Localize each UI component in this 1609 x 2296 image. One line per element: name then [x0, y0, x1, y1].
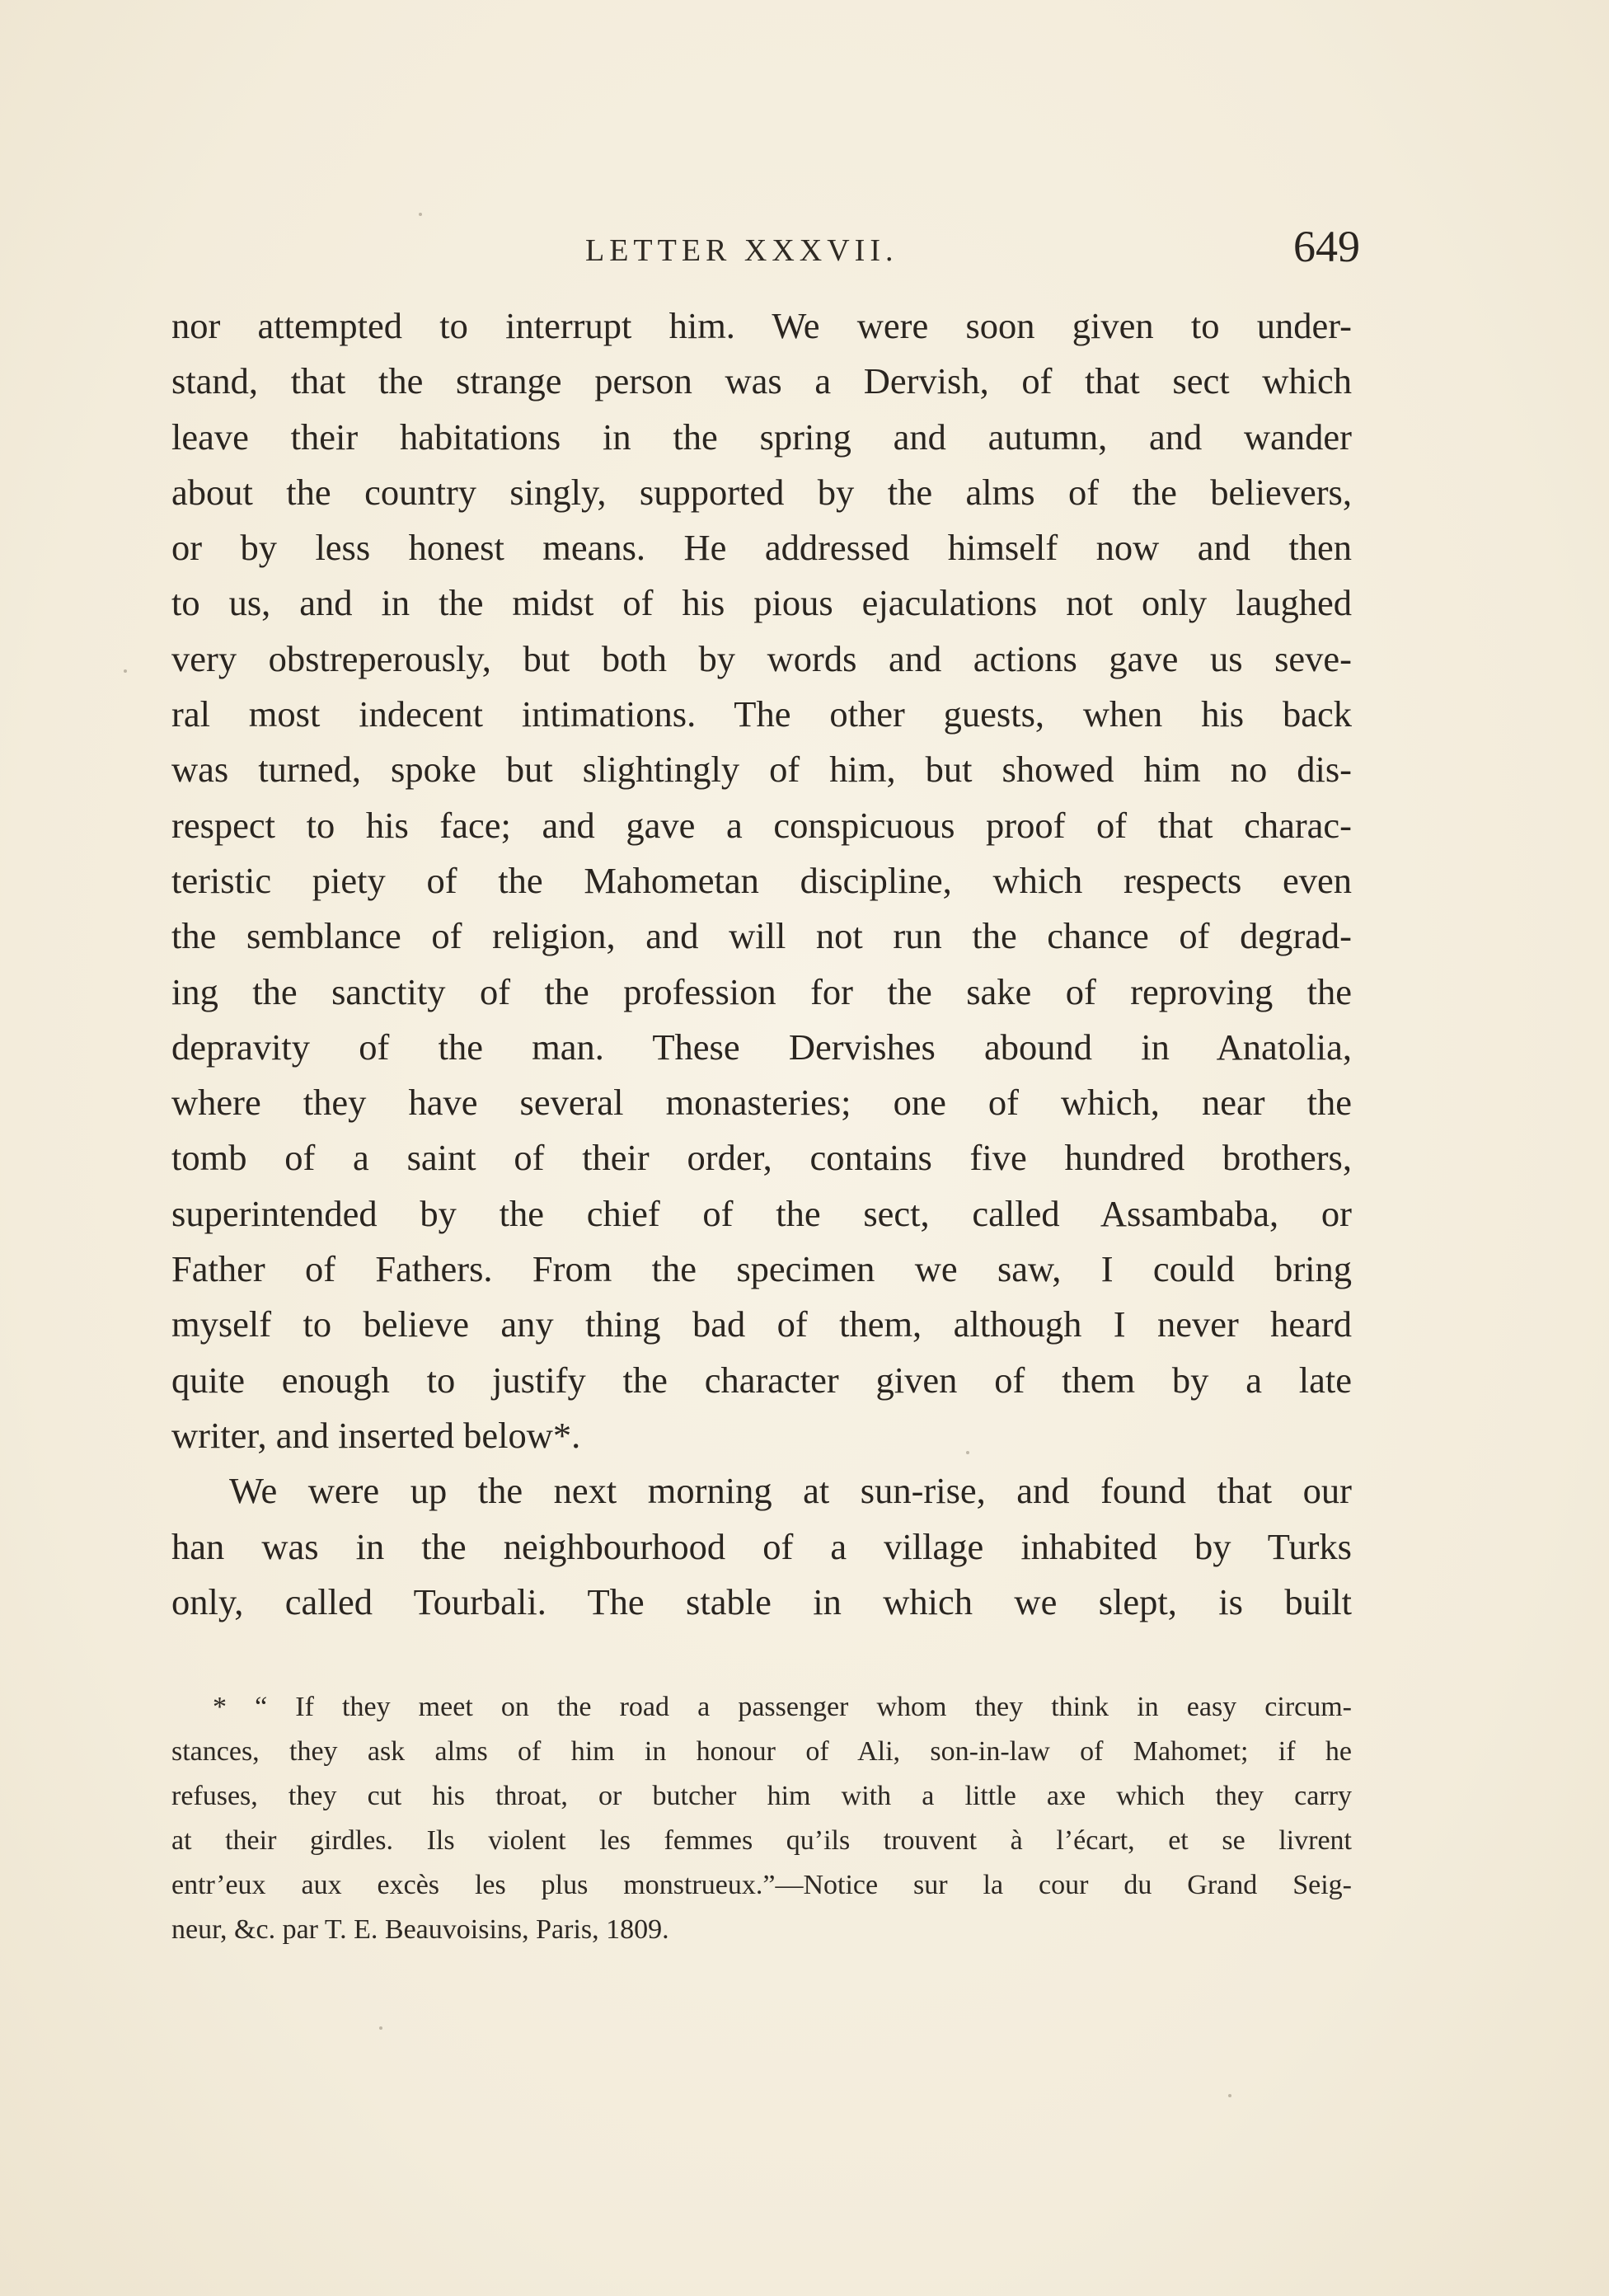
page-number: 649 — [1293, 222, 1360, 271]
body-line-14: depravity of the man. These Dervishes abound in Anatolia, — [171, 1026, 1352, 1068]
footnote-line-2: stances, they ask alms of him in honour of Ali, son-in-law of Mahomet; if he — [171, 1736, 1352, 1767]
running-head — [173, 221, 1360, 287]
footnote-line-6: neur, &c. par T. E. Beauvoisins, Paris, 1809. — [171, 1914, 669, 1945]
body-line-16: tomb of a saint of their order, contains five hundred brothers, — [171, 1137, 1352, 1179]
footnote — [171, 1685, 1352, 1952]
running-head-title: LETTER XXXVII. — [585, 233, 898, 268]
body-line-6: to us, and in the midst of his pious ejaculations not only laughed — [171, 582, 1352, 624]
body-line-13: ing the sanctity of the profession for the sake of reproving the — [171, 970, 1352, 1012]
paper-speck — [1228, 2094, 1231, 2097]
body-line-20: quite enough to justify the character given of them by a late — [171, 1359, 1352, 1401]
body-line-18: Father of Fathers. From the specimen we saw, I could bring — [171, 1248, 1352, 1290]
body-text — [171, 298, 1352, 1630]
paper-speck — [379, 2026, 382, 2030]
body-line-24: only, called Tourbali. The stable in which we slept, is built — [171, 1580, 1352, 1622]
body-line-1: nor attempted to interrupt him. We were soon given to under- — [171, 305, 1352, 346]
body-line-12: the semblance of religion, and will not run the chance of degrad- — [171, 915, 1352, 957]
footnote-line-3: refuses, they cut his throat, or butcher him with a little axe which they carry — [171, 1781, 1352, 1811]
body-line-19: myself to believe any thing bad of them, although I never heard — [171, 1303, 1352, 1345]
body-line-15: where they have several monasteries; one of which, near the — [171, 1082, 1352, 1124]
body-line-3: leave their habitations in the spring and autumn, and wander — [171, 416, 1352, 458]
body-line-10: respect to his face; and gave a conspicuous proof of that charac- — [171, 804, 1352, 846]
footnote-line-1: * “ If they meet on the road a passenger whom they think in easy circum- — [213, 1692, 1352, 1722]
body-line-21: writer, and inserted below*. — [171, 1414, 581, 1456]
body-line-22: We were up the next morning at sun-rise, and found that our — [229, 1470, 1352, 1512]
footnote-line-5: entr’eux aux excès les plus monstrueux.”—Notice sur la cour du Grand Seig- — [171, 1870, 1352, 1900]
body-line-17: superintended by the chief of the sect, called Assambaba, or — [171, 1192, 1352, 1234]
body-line-7: very obstreperously, but both by words and actions gave us seve- — [171, 637, 1352, 679]
body-line-5: or by less honest means. He addressed himself now and then — [171, 527, 1352, 569]
footnote-line-4: at their girdles. Ils violent les femmes qu’ils trouvent à l’écart, et se livrent — [171, 1825, 1352, 1856]
body-line-2: stand, that the strange person was a Dervish, of that sect which — [171, 360, 1352, 402]
body-line-23: han was in the neighbourhood of a village inhabited by Turks — [171, 1525, 1352, 1567]
body-line-11: teristic piety of the Mahometan discipline, which respects even — [171, 859, 1352, 901]
body-line-4: about the country singly, supported by the alms of the believers, — [171, 471, 1352, 513]
paper-speck — [966, 1451, 969, 1454]
body-line-8: ral most indecent intimations. The other guests, when his back — [171, 693, 1352, 735]
body-line-9: was turned, spoke but slightingly of him, but showed him no dis- — [171, 749, 1352, 791]
paper-speck — [124, 669, 127, 673]
paper-speck — [419, 213, 422, 216]
